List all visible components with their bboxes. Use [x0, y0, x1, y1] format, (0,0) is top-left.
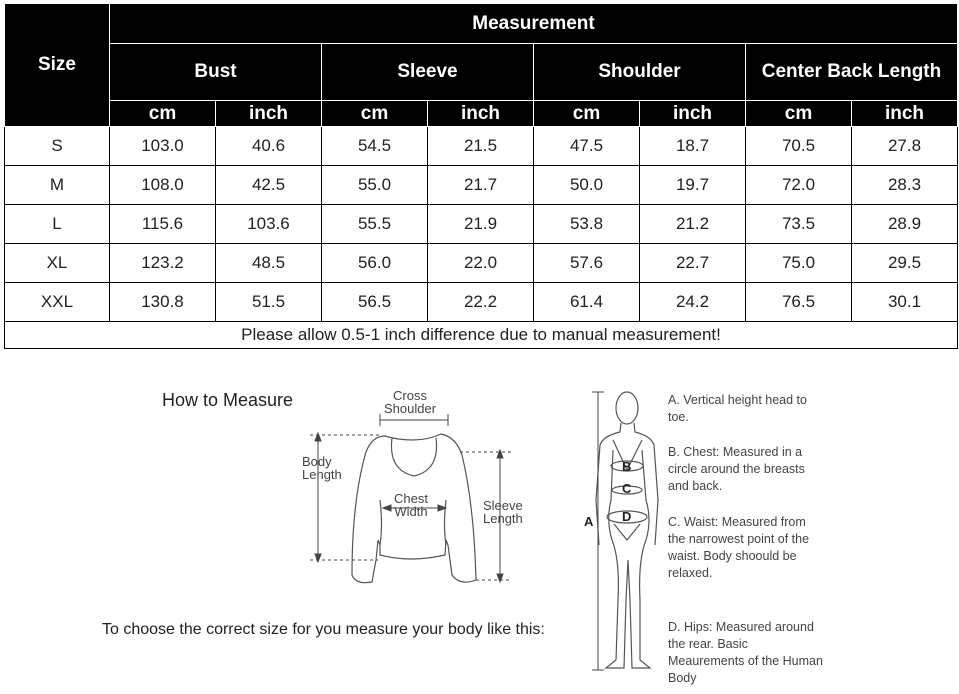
table-cell: 21.2 — [640, 205, 746, 244]
table-cell: 19.7 — [640, 166, 746, 205]
table-cell: 28.9 — [852, 205, 958, 244]
table-cell: 42.5 — [216, 166, 322, 205]
chest-width-label: Chest Width — [394, 491, 428, 519]
table-cell: 57.6 — [534, 244, 640, 283]
unit-header: inch — [640, 101, 746, 127]
table-cell: 70.5 — [746, 127, 852, 166]
table-cell: 29.5 — [852, 244, 958, 283]
unit-header: cm — [322, 101, 428, 127]
sleeve-length-label: Sleeve Length — [483, 498, 523, 526]
group-header-shoulder: Shoulder — [534, 44, 746, 101]
table-cell: 21.5 — [428, 127, 534, 166]
size-cell: M — [5, 166, 110, 205]
group-header-center-back-length: Center Back Length — [746, 44, 958, 101]
height-line — [592, 392, 604, 670]
unit-header: inch — [852, 101, 958, 127]
table-cell: 72.0 — [746, 166, 852, 205]
table-cell: 56.5 — [322, 283, 428, 322]
measurement-header: Measurement — [110, 4, 958, 44]
table-cell: 115.6 — [110, 205, 216, 244]
how-to-measure-title: How to Measure — [162, 390, 294, 410]
human-figure — [596, 392, 658, 668]
table-cell: 40.6 — [216, 127, 322, 166]
table-cell: 28.3 — [852, 166, 958, 205]
group-header-sleeve: Sleeve — [322, 44, 534, 101]
table-cell: 48.5 — [216, 244, 322, 283]
table-cell: 50.0 — [534, 166, 640, 205]
table-cell: 76.5 — [746, 283, 852, 322]
table-cell: 22.7 — [640, 244, 746, 283]
table-cell: 130.8 — [110, 283, 216, 322]
description-c: C. Waist: Measured from the narrowest point of the waist. Body shoould be relaxed. — [668, 515, 810, 580]
table-cell: 21.7 — [428, 166, 534, 205]
table-cell: 123.2 — [110, 244, 216, 283]
table-cell: 103.6 — [216, 205, 322, 244]
table-cell: 55.5 — [322, 205, 428, 244]
unit-header: cm — [110, 101, 216, 127]
size-cell: L — [5, 205, 110, 244]
figure-letter-b: B — [622, 459, 632, 474]
table-cell: 103.0 — [110, 127, 216, 166]
table-cell: 47.5 — [534, 127, 640, 166]
table-cell: 75.0 — [746, 244, 852, 283]
figure-letter-d: D — [622, 509, 632, 524]
size-cell: XXL — [5, 283, 110, 322]
body-length-label: Body Length — [302, 454, 342, 482]
table-cell: 30.1 — [852, 283, 958, 322]
table-cell: 53.8 — [534, 205, 640, 244]
choose-size-instruction: To choose the correct size for you measure your body like this: — [102, 621, 545, 638]
description-b: B. Chest: Measured in a circle around the breasts and back. — [668, 445, 805, 493]
table-cell: 61.4 — [534, 283, 640, 322]
table-cell: 18.7 — [640, 127, 746, 166]
table-cell: 108.0 — [110, 166, 216, 205]
unit-header: cm — [746, 101, 852, 127]
table-cell: 22.2 — [428, 283, 534, 322]
table-cell: 54.5 — [322, 127, 428, 166]
measurement-note: Please allow 0.5-1 inch difference due to manual measurement! — [5, 322, 958, 349]
description-d: D. Hips: Measured around the rear. Basic Meaurements of the Human Body — [668, 620, 823, 685]
description-a: A. Vertical height head to toe. — [668, 393, 807, 424]
unit-header: cm — [534, 101, 640, 127]
table-cell: 51.5 — [216, 283, 322, 322]
table-cell: 21.9 — [428, 205, 534, 244]
size-header: Size — [5, 4, 110, 127]
unit-header: inch — [216, 101, 322, 127]
unit-header: inch — [428, 101, 534, 127]
size-cell: XL — [5, 244, 110, 283]
cross-shoulder-label: Cross Shoulder — [384, 388, 437, 416]
table-cell: 22.0 — [428, 244, 534, 283]
table-cell: 24.2 — [640, 283, 746, 322]
table-cell: 56.0 — [322, 244, 428, 283]
group-header-bust: Bust — [110, 44, 322, 101]
figure-letter-a: A — [584, 514, 594, 529]
size-cell: S — [5, 127, 110, 166]
figure-letter-c: C — [622, 481, 632, 496]
table-cell: 27.8 — [852, 127, 958, 166]
table-cell: 55.0 — [322, 166, 428, 205]
table-cell: 73.5 — [746, 205, 852, 244]
